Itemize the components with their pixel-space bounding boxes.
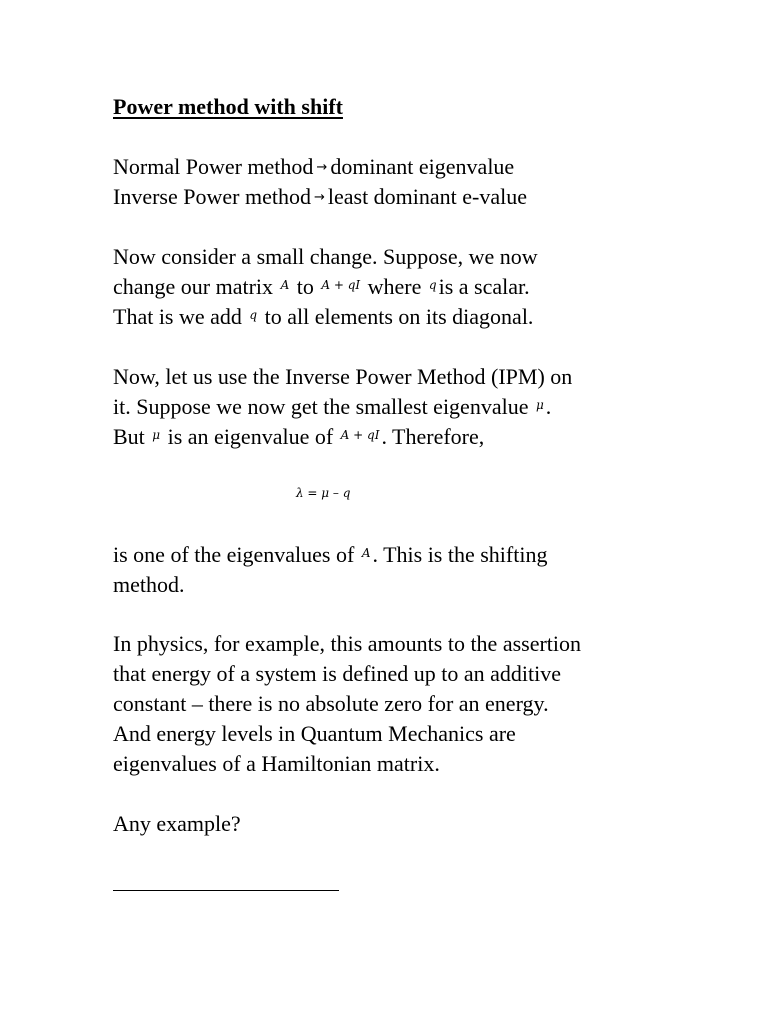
text-span: . This is the shifting <box>372 542 548 567</box>
text-line: Now consider a small change. Suppose, we now <box>113 244 538 269</box>
text-span: to <box>296 274 314 299</box>
text-line <box>113 540 547 573</box>
text-span: . <box>545 394 552 419</box>
text-line <box>113 272 530 305</box>
shift-equation: λ = μ – q <box>296 486 351 500</box>
text-span: Normal Power method <box>113 154 314 179</box>
text-span: change our matrix <box>113 274 274 299</box>
math-A-plus-qI: A + qI <box>340 428 380 442</box>
text-span: dominant eigenvalue <box>330 154 515 179</box>
text-span: is one of the eigenvalues of <box>113 542 355 567</box>
math-q: q <box>249 308 258 322</box>
text-line: constant – there is no absolute zero for an energy. <box>113 691 549 716</box>
text-span: . Therefore, <box>381 424 485 449</box>
text-span: it. Suppose we now get the smallest eigenvalue <box>113 394 529 419</box>
text-line <box>113 302 533 335</box>
text-span: is an eigenvalue of <box>167 424 334 449</box>
math-A: A <box>280 278 290 292</box>
text-line <box>113 422 484 455</box>
math-mu: μ <box>152 428 161 442</box>
math-A: A <box>361 546 371 560</box>
text-line <box>113 152 514 186</box>
text-span: is a scalar. <box>438 274 530 299</box>
arrow-icon: → <box>313 190 325 205</box>
math-mu: μ <box>535 398 544 412</box>
text-line <box>113 392 551 425</box>
text-span: But <box>113 424 145 449</box>
text-line: that energy of a system is defined up to an additive <box>113 661 562 686</box>
footnote-separator <box>113 890 339 891</box>
math-q: q <box>428 278 437 292</box>
arrow-icon: → <box>316 160 328 175</box>
text-span: That is we add <box>113 304 242 329</box>
math-A-plus-qI: A + qI <box>321 278 361 292</box>
text-span: to all elements on its diagonal. <box>264 304 534 329</box>
text-line: eigenvalues of a Hamiltonian matrix. <box>113 751 440 776</box>
text-span: where <box>367 274 422 299</box>
text-line: And energy levels in Quantum Mechanics are <box>113 721 516 746</box>
text-line: method. <box>113 572 185 597</box>
text-line: Any example? <box>113 811 241 836</box>
text-line <box>113 182 527 216</box>
text-line: Now, let us use the Inverse Power Method (IPM) on <box>113 364 573 389</box>
text-span: Inverse Power method <box>113 184 311 209</box>
text-span: least dominant e-value <box>327 184 528 209</box>
section-heading: Power method with shift <box>113 94 343 119</box>
text-line: In physics, for example, this amounts to the assertion <box>113 631 582 656</box>
